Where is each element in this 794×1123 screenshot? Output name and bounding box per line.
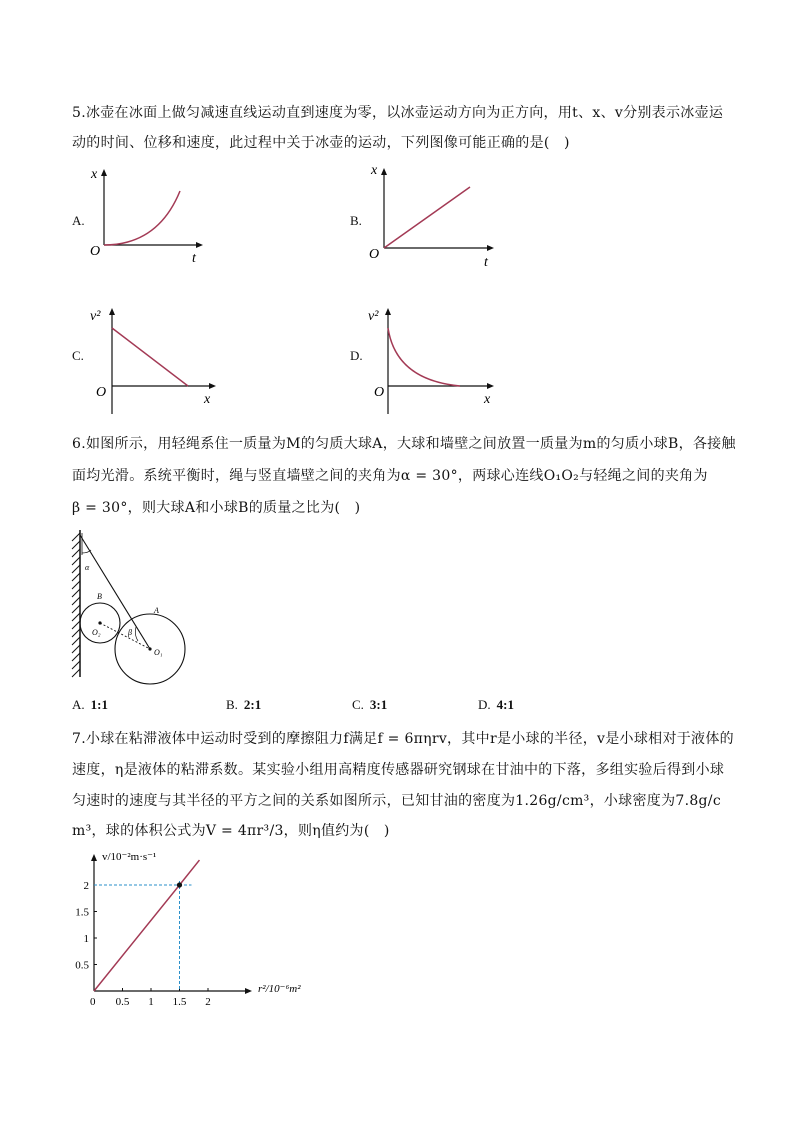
x-arrow-icon — [487, 245, 494, 251]
x-tick-label: 2 — [205, 996, 211, 1008]
y-label: x — [91, 167, 98, 182]
y-arrow-icon — [109, 308, 115, 315]
data-line — [94, 860, 199, 991]
q5-graph-b — [366, 160, 506, 270]
q7-line2: 速度，η是液体的粘滞系数。某实验小组用高精度传感器研究钢球在甘油中的下落，多组实验后得到小球 — [72, 762, 725, 778]
y-tick-label: 2 — [83, 880, 89, 892]
q5-line2: 动的时间、位移和速度，此过程中关于冰壶的运动，下列图像可能正确的是( ) — [72, 135, 570, 151]
y-label: v² — [368, 309, 379, 324]
q6-answer-c[interactable] — [352, 697, 387, 713]
q6-answer-b[interactable] — [226, 697, 261, 713]
q7-line1: 7.小球在粘滞液体中运动时受到的摩擦阻力f满足f = 6πηrv，其中r是小球的半径，v是小球相对于液体的 — [72, 731, 734, 747]
x-arrow-icon — [245, 988, 252, 994]
x-tick-label: 1.5 — [172, 996, 187, 1008]
answer-c-value: 3:1 — [369, 697, 388, 712]
q6-line3: β = 30°，则大球A和小球B的质量之比为( ) — [72, 500, 361, 516]
rope — [80, 535, 150, 649]
origin-label: O — [374, 385, 385, 400]
x-label: x — [204, 392, 211, 407]
x-tick-label: 0.5 — [115, 996, 130, 1008]
answer-a-letter: A. — [72, 697, 85, 712]
origin-label: O — [96, 385, 107, 400]
q7-line4: m³，球的体积公式为V = 4πr³/3，则η值约为( ) — [72, 823, 390, 839]
origin-label: 0 — [90, 996, 96, 1008]
answer-d-value: 4:1 — [496, 697, 514, 712]
q5-graph-a — [88, 163, 218, 268]
q7-chart — [60, 842, 330, 1017]
wall-hatch — [72, 533, 80, 677]
y-arrow-icon — [91, 854, 97, 861]
y-arrow-icon — [385, 308, 391, 315]
curve-d — [388, 328, 460, 386]
answer-b-value: 2:1 — [243, 697, 262, 712]
x-label: t — [484, 255, 488, 270]
q7-line3: 匀速时的速度与其半径的平方之间的关系如图所示，已知甘油的密度为1.26g/cm³，小球密度为7.8g/c — [72, 793, 721, 809]
ball-a-label: A — [154, 606, 159, 615]
q6-answer-a[interactable] — [72, 697, 108, 713]
origin-label: O — [90, 244, 101, 259]
x-label: x — [484, 392, 491, 407]
q5-option-c-label: C. — [72, 348, 84, 363]
q6-answer-d[interactable] — [478, 697, 514, 713]
y-label: v² — [90, 309, 101, 324]
answer-d-letter: D. — [478, 697, 491, 712]
y-tick-label: 1.5 — [75, 906, 89, 919]
curve-b — [384, 187, 470, 248]
alpha-label: α — [85, 563, 90, 572]
y-label: x — [371, 163, 378, 178]
q5-option-b-label: B. — [350, 213, 362, 228]
q5-option-a-label: A. — [72, 213, 85, 228]
curve-c — [112, 328, 188, 386]
q5-graph-c — [88, 300, 223, 418]
x-label: t — [192, 251, 196, 266]
y-axis-label: v/10⁻²m·s⁻¹ — [102, 851, 157, 863]
answer-b-letter: B. — [226, 697, 238, 712]
x-axis-label: r²/10⁻⁶m² — [258, 983, 301, 995]
origin-label: O — [369, 247, 380, 262]
y-tick-label: 0.5 — [75, 959, 89, 972]
y-arrow-icon — [101, 169, 107, 176]
x-arrow-icon — [209, 383, 216, 389]
y-arrow-icon — [381, 168, 387, 175]
o2-label: O₂ — [92, 628, 101, 637]
x-arrow-icon — [196, 242, 203, 248]
marked-data-point — [177, 882, 182, 887]
q5-graph-d — [366, 300, 506, 418]
ball-b-label: B — [97, 592, 102, 601]
answer-a-value: 1:1 — [90, 697, 108, 712]
q6-figure — [68, 525, 193, 690]
q5-line1: 5.冰壶在冰面上做匀减速直线运动直到速度为零，以冰壶运动方向为正方向，用t、x、v分别表示冰壶运 — [72, 105, 724, 121]
y-tick-label: 1 — [83, 933, 89, 945]
o1-label: O₁ — [154, 648, 163, 657]
beta-label: β — [128, 628, 132, 637]
curve-a — [104, 191, 180, 245]
q6-line1: 6.如图所示，用轻绳系住一质量为M的匀质大球A，大球和墙壁之间放置一质量为m的匀质小球B，各接触 — [72, 436, 736, 452]
x-tick-label: 1 — [148, 996, 154, 1008]
q6-line2: 面均光滑。系统平衡时，绳与竖直墙壁之间的夹角为α = 30°，两球心连线O₁O₂与轻绳之间的夹角为 — [72, 468, 708, 484]
q5-option-d-label: D. — [350, 348, 363, 363]
x-arrow-icon — [487, 383, 494, 389]
answer-c-letter: C. — [352, 697, 364, 712]
